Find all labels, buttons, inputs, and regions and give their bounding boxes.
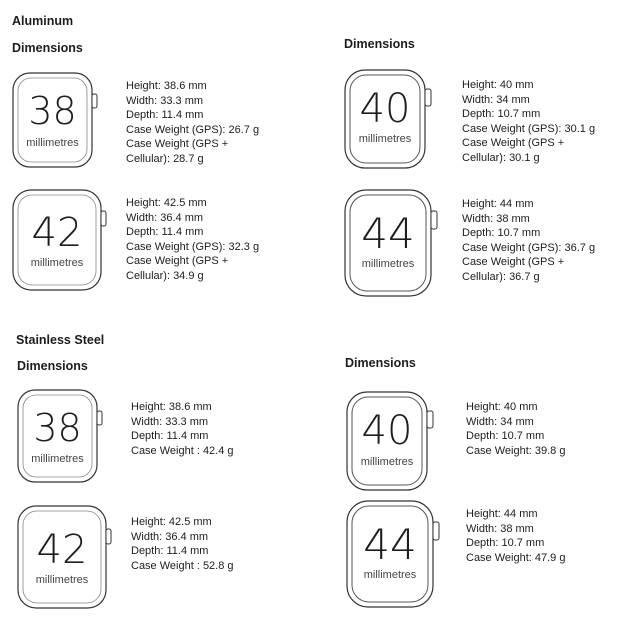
watch-size-label: 42 bbox=[31, 210, 83, 256]
spec-weight-gps: Case Weight (GPS): 26.7 g bbox=[126, 123, 260, 136]
watch-illustration-40mm-aluminum bbox=[344, 69, 434, 173]
spec-width: Width: 38 mm bbox=[462, 212, 530, 225]
spec-weight-cellular-line2: Cellular): 30.1 g bbox=[462, 151, 540, 164]
aluminum-section-title: Aluminum bbox=[12, 14, 74, 28]
spec-height: Height: 38.6 mm bbox=[131, 401, 212, 413]
stainless-38mm-specs bbox=[131, 400, 234, 458]
spec-weight: Case Weight : 52.8 g bbox=[131, 559, 234, 572]
watch-illustration-38mm-stainless bbox=[17, 389, 105, 485]
watch-size-label: 38 bbox=[28, 89, 77, 133]
watch-size-label: 38 bbox=[33, 406, 82, 450]
watch-illustration-38mm-aluminum bbox=[12, 72, 100, 170]
spec-weight-cellular-line1: Case Weight (GPS + bbox=[462, 137, 565, 150]
spec-depth: Depth: 11.4 mm bbox=[126, 226, 204, 239]
spec-weight-cellular-line2: Cellular): 34.9 g bbox=[126, 269, 204, 282]
watch-size-label: 42 bbox=[36, 527, 88, 573]
spec-depth: Depth: 10.7 mm bbox=[462, 227, 541, 240]
spec-height: Height: 38.6 mm bbox=[126, 80, 207, 92]
aluminum-44mm-specs bbox=[462, 197, 595, 285]
aluminum-left-dimensions-heading: Dimensions bbox=[12, 41, 83, 55]
watch-size-label: 44 bbox=[363, 520, 417, 569]
spec-width: Width: 34 mm bbox=[466, 415, 534, 428]
stainless-42mm-specs bbox=[131, 515, 234, 573]
spec-weight-gps: Case Weight (GPS): 32.3 g bbox=[126, 240, 260, 253]
watch-size-label: 44 bbox=[361, 209, 415, 258]
spec-depth: Depth: 11.4 mm bbox=[131, 430, 209, 443]
spec-weight-cellular-line1: Case Weight (GPS + bbox=[126, 138, 229, 151]
watch-illustration-42mm-aluminum bbox=[12, 189, 108, 293]
spec-weight: Case Weight: 39.8 g bbox=[466, 444, 566, 457]
stainless-44mm-specs bbox=[466, 507, 565, 565]
watch-illustration-44mm-aluminum bbox=[344, 189, 440, 301]
watch-size-label: 40 bbox=[359, 86, 411, 132]
spec-width: Width: 38 mm bbox=[466, 522, 534, 535]
watch-unit-label: millimetres bbox=[26, 137, 79, 149]
spec-weight-cellular-line2: Cellular): 36.7 g bbox=[462, 270, 540, 283]
watch-unit-label: millimetres bbox=[30, 257, 84, 269]
stainless-left-dimensions-heading: Dimensions bbox=[17, 359, 88, 373]
spec-depth: Depth: 10.7 mm bbox=[466, 430, 545, 443]
spec-weight-cellular-line1: Case Weight (GPS + bbox=[126, 255, 229, 268]
watch-illustration-44mm-stainless bbox=[346, 500, 442, 612]
spec-weight: Case Weight : 42.4 g bbox=[131, 444, 234, 457]
spec-height: Height: 42.5 mm bbox=[126, 197, 207, 209]
aluminum-40mm-specs bbox=[462, 78, 595, 166]
stainless-right-dimensions-heading: Dimensions bbox=[345, 356, 416, 370]
aluminum-right-dimensions-heading: Dimensions bbox=[344, 37, 415, 51]
aluminum-38mm-specs bbox=[126, 79, 259, 167]
watch-unit-label: millimetres bbox=[31, 453, 84, 465]
watch-unit-label: millimetres bbox=[360, 456, 414, 468]
watch-illustration-40mm-stainless bbox=[346, 391, 436, 493]
spec-height: Height: 40 mm bbox=[462, 79, 534, 91]
spec-depth: Depth: 10.7 mm bbox=[462, 108, 541, 121]
watch-size-label: 40 bbox=[361, 408, 413, 454]
stainless-40mm-specs bbox=[466, 400, 565, 458]
spec-height: Height: 44 mm bbox=[462, 198, 534, 210]
spec-weight-gps: Case Weight (GPS): 36.7 g bbox=[462, 241, 596, 254]
spec-width: Width: 36.4 mm bbox=[126, 211, 204, 224]
watch-unit-label: millimetres bbox=[358, 133, 412, 145]
spec-depth: Depth: 11.4 mm bbox=[126, 109, 204, 122]
spec-height: Height: 40 mm bbox=[466, 401, 538, 413]
spec-depth: Depth: 10.7 mm bbox=[466, 537, 545, 550]
watch-unit-label: millimetres bbox=[363, 569, 417, 581]
aluminum-42mm-specs bbox=[126, 196, 259, 284]
spec-weight: Case Weight: 47.9 g bbox=[466, 551, 566, 564]
spec-weight-cellular-line2: Cellular): 28.7 g bbox=[126, 152, 204, 165]
spec-weight-gps: Case Weight (GPS): 30.1 g bbox=[462, 122, 596, 135]
spec-width: Width: 36.4 mm bbox=[131, 530, 209, 543]
watch-unit-label: millimetres bbox=[35, 574, 89, 586]
spec-depth: Depth: 11.4 mm bbox=[131, 545, 209, 558]
stainless-section-title: Stainless Steel bbox=[16, 333, 105, 347]
spec-height: Height: 44 mm bbox=[466, 508, 538, 520]
spec-width: Width: 33.3 mm bbox=[126, 94, 204, 107]
watch-illustration-42mm-stainless bbox=[17, 505, 113, 611]
spec-weight-cellular-line1: Case Weight (GPS + bbox=[462, 256, 565, 269]
spec-height: Height: 42.5 mm bbox=[131, 516, 212, 528]
watch-unit-label: millimetres bbox=[361, 258, 415, 270]
spec-width: Width: 33.3 mm bbox=[131, 415, 209, 428]
spec-width: Width: 34 mm bbox=[462, 93, 530, 106]
